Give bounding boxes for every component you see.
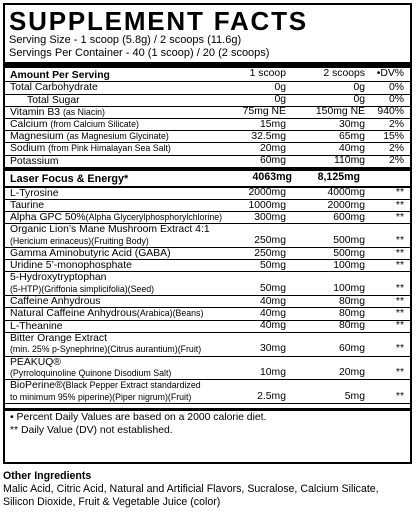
- nutrient-row: [5, 143, 410, 155]
- nutrient-source: (from Pink Himalayan Sea Salt): [48, 143, 171, 154]
- ingredient-two-scoops: 500mg: [333, 234, 365, 246]
- nutrient-dv: 2%: [388, 118, 404, 130]
- ingredient-qualifier: (Alpha Glycerylphosphorylchlorine): [85, 212, 223, 223]
- ingredient-row: [5, 212, 410, 224]
- nutrient-row: [5, 107, 410, 119]
- footnote-not-established: ** Daily Value (DV) not established.: [10, 425, 173, 437]
- ingredient-name-text: Organic Lion’s Mane Mushroom Extract 4:1: [10, 224, 210, 236]
- nutrient-dv: 2%: [388, 155, 404, 167]
- ingredient-dv: **: [395, 295, 404, 307]
- ingredient-name: [10, 333, 201, 356]
- nutrient-one-scoop: 75mg NE: [242, 106, 286, 118]
- nutrient-source: (as Magnesium Glycinate): [66, 131, 169, 142]
- ingredient-dv: **: [395, 187, 404, 199]
- blend-row: [5, 171, 410, 188]
- ingredient-name: [10, 380, 201, 403]
- nutrient-name: [10, 119, 139, 131]
- nutrient-name-text: Total Carbohydrate: [10, 82, 98, 94]
- ingredient-row: [5, 272, 410, 296]
- ingredient-row: [5, 308, 410, 320]
- ingredient-one-scoop: 50mg: [260, 259, 286, 271]
- other-ingredients-line-1: Malic Acid, Citric Acid, Natural and Artificial Flavors, Sucralose, Calcium Silicate,: [3, 483, 379, 495]
- ingredient-dv: **: [395, 247, 404, 259]
- nutrient-one-scoop: 15mg: [260, 118, 286, 130]
- nutrient-dv: 15%: [383, 130, 404, 142]
- nutrient-name: [10, 82, 98, 94]
- ingredient-name-text: Gamma Aminobutyric Acid (GABA): [10, 248, 171, 260]
- ingredient-one-scoop: 250mg: [254, 234, 286, 246]
- nutrient-row: [5, 131, 410, 143]
- ingredient-two-scoops: 80mg: [339, 320, 365, 332]
- ingredient-name: [10, 357, 171, 380]
- ingredient-detail: (Pyrroloquinoline Quinone Disodium Salt): [10, 368, 172, 379]
- nutrient-name-text: Total Sugar: [27, 94, 80, 106]
- ingredient-row: [5, 188, 410, 200]
- nutrient-one-scoop: 20mg: [260, 143, 286, 155]
- amount-per-serving-label: Amount Per Serving: [10, 70, 110, 81]
- ingredient-one-scoop: 40mg: [260, 308, 286, 320]
- ingredient-dv: **: [395, 199, 404, 211]
- nutrient-dv: 0%: [388, 82, 404, 94]
- ingredient-row: [5, 260, 410, 272]
- ingredient-two-scoops: 80mg: [339, 295, 365, 307]
- servings-per-container: Servings Per Container - 40 (1 scoop) / 20 (2 scoops): [9, 47, 270, 59]
- ingredient-name-text: 5-Hydroxytryptophan: [10, 272, 107, 284]
- ingredient-one-scoop: 1000mg: [248, 199, 286, 211]
- ingredient-two-scoops: 4000mg: [327, 187, 365, 199]
- ingredient-dv: **: [395, 259, 404, 271]
- nutrient-name-text: Magnesium: [10, 131, 64, 143]
- nutrient-row: [5, 82, 410, 94]
- ingredient-two-scoops: 600mg: [333, 211, 365, 223]
- ingredient-name: [10, 248, 171, 260]
- ingredient-two-scoops: 2000mg: [327, 199, 365, 211]
- nutrient-dv: 0%: [388, 94, 404, 106]
- ingredient-name: [10, 212, 222, 224]
- nutrient-two-scoops: 40mg: [339, 143, 365, 155]
- one-scoop-header: 1 scoop: [249, 68, 286, 80]
- ingredient-one-scoop: 10mg: [260, 366, 286, 378]
- ingredient-one-scoop: 2.5mg: [257, 390, 286, 402]
- ingredient-one-scoop: 50mg: [260, 282, 286, 294]
- blend-two-scoops: 8,125mg: [317, 170, 360, 183]
- ingredient-detail: (5-HTP)(Griffonia simplicifolia)(Seed): [10, 283, 155, 294]
- ingredient-two-scoops: 20mg: [339, 366, 365, 378]
- other-ingredients-title: Other Ingredients: [3, 470, 92, 482]
- ingredient-one-scoop: 30mg: [260, 343, 286, 355]
- ingredient-name-text: Alpha GPC 50%: [10, 212, 86, 224]
- nutrient-one-scoop: 0g: [274, 82, 286, 94]
- ingredient-detail: (Hericium erinaceus)(Fruiting Body): [10, 235, 149, 246]
- ingredient-two-scoops: 80mg: [339, 308, 365, 320]
- ingredient-dv: **: [395, 320, 404, 332]
- nutrient-name-text: Calcium: [10, 118, 48, 130]
- ingredient-name: [10, 200, 44, 212]
- ingredient-dv: **: [395, 211, 404, 223]
- blend-name: Laser Focus & Energy*: [10, 172, 129, 185]
- nutrient-row: [5, 95, 410, 107]
- other-ingredients-line-2: Silicon Dioxide, Fruit & Vegetable Juice (color): [3, 496, 221, 508]
- ingredient-row: [5, 357, 410, 381]
- ingredient-name-text: Natural Caffeine Anhydrous: [10, 308, 137, 320]
- ingredient-name-text: L-Tyrosine: [10, 187, 59, 199]
- nutrient-name-text: Sodium: [10, 143, 46, 155]
- ingredient-name-text: Uridine 5’-monophosphate: [10, 260, 132, 272]
- nutrient-name: [10, 143, 171, 155]
- ingredient-dv: **: [395, 366, 404, 378]
- nutrient-dv: 940%: [377, 106, 404, 118]
- ingredient-name-text: L-Theanine: [10, 320, 63, 332]
- ingredient-two-scoops: 5mg: [344, 390, 365, 402]
- ingredient-dv: **: [395, 390, 404, 402]
- ingredient-detail: to minimum 95% piperine)(Piper nigrum)(Fruit): [10, 391, 192, 402]
- other-ingredients: [3, 470, 413, 509]
- ingredient-detail: (min. 25% p-Synephrine)(Citrus aurantium)(Fruit): [10, 344, 202, 355]
- ingredient-name-text: PEAKUQ®: [10, 356, 61, 368]
- nutrient-name-text: Vitamin B3: [10, 106, 61, 118]
- nutrient-source: (from Calcium Silicate): [50, 118, 139, 129]
- nutrient-dv: 2%: [388, 143, 404, 155]
- nutrient-row: [5, 156, 410, 168]
- nutrient-one-scoop: 32.5mg: [251, 130, 286, 142]
- ingredient-name-text: Bitter Orange Extract: [10, 332, 108, 344]
- ingredient-one-scoop: 40mg: [260, 320, 286, 332]
- ingredient-row: [5, 200, 410, 212]
- ingredient-one-scoop: 250mg: [254, 247, 286, 259]
- panel-title: SUPPLEMENT FACTS: [9, 6, 308, 36]
- ingredient-two-scoops: 500mg: [333, 247, 365, 259]
- ingredient-qualifier: (Arabica)(Beans): [136, 308, 204, 319]
- ingredient-dv: **: [395, 282, 404, 294]
- dv-header: •DV%: [376, 68, 404, 80]
- ingredient-one-scoop: 40mg: [260, 295, 286, 307]
- ingredient-list: [5, 188, 410, 404]
- ingredient-dv: **: [395, 343, 404, 355]
- nutrient-name: [10, 156, 59, 168]
- ingredient-two-scoops: 100mg: [333, 282, 365, 294]
- footnote-dv: • Percent Daily Values are based on a 2000 calorie diet.: [10, 412, 267, 424]
- ingredient-dv: **: [395, 234, 404, 246]
- ingredient-name: [10, 188, 59, 200]
- nutrient-list: [5, 82, 410, 167]
- ingredient-row: [5, 333, 410, 357]
- ingredient-name: [10, 296, 101, 308]
- ingredient-row: [5, 224, 410, 248]
- ingredient-name: [10, 224, 210, 247]
- ingredient-name-text: Taurine: [10, 199, 45, 211]
- ingredient-row: [5, 380, 410, 404]
- nutrient-two-scoops: 30mg: [339, 118, 365, 130]
- ingredient-one-scoop: 300mg: [254, 211, 286, 223]
- ingredient-one-scoop: 2000mg: [248, 187, 286, 199]
- nutrient-name: [27, 95, 80, 107]
- nutrient-name: [10, 131, 169, 143]
- ingredient-name: [10, 260, 132, 272]
- nutrient-name-text: Potassium: [10, 155, 59, 167]
- amount-header-row: [5, 69, 410, 82]
- ingredient-name: [10, 308, 203, 320]
- nutrient-two-scoops: 150mg NE: [315, 106, 365, 118]
- ingredient-name: [10, 321, 63, 333]
- ingredient-qualifier: (Black Pepper Extract standardized: [62, 380, 201, 391]
- nutrient-row: [5, 119, 410, 131]
- nutrient-two-scoops: 0g: [353, 82, 365, 94]
- nutrient-two-scoops: 65mg: [339, 130, 365, 142]
- nutrient-one-scoop: 60mg: [260, 155, 286, 167]
- blend-one-scoop: 4063mg: [252, 170, 292, 183]
- nutrient-two-scoops: 110mg: [334, 155, 365, 167]
- ingredient-row: [5, 248, 410, 260]
- nutrient-source: (as Niacin): [62, 106, 105, 117]
- two-scoops-header: 2 scoops: [323, 68, 365, 80]
- ingredient-row: [5, 296, 410, 308]
- serving-size: Serving Size - 1 scoop (5.8g) / 2 scoops (11.6g): [9, 34, 242, 46]
- ingredient-name: [10, 272, 154, 295]
- ingredient-name-text: Caffeine Anhydrous: [10, 296, 101, 308]
- supplement-facts-panel: [3, 3, 412, 464]
- ingredient-name-text: BioPerine®: [10, 380, 63, 392]
- ingredient-two-scoops: 100mg: [333, 259, 365, 271]
- nutrient-one-scoop: 0g: [274, 94, 286, 106]
- ingredient-dv: **: [395, 308, 404, 320]
- nutrient-two-scoops: 0g: [353, 94, 365, 106]
- ingredient-row: [5, 321, 410, 333]
- nutrient-name: [10, 107, 105, 119]
- ingredient-two-scoops: 60mg: [339, 343, 365, 355]
